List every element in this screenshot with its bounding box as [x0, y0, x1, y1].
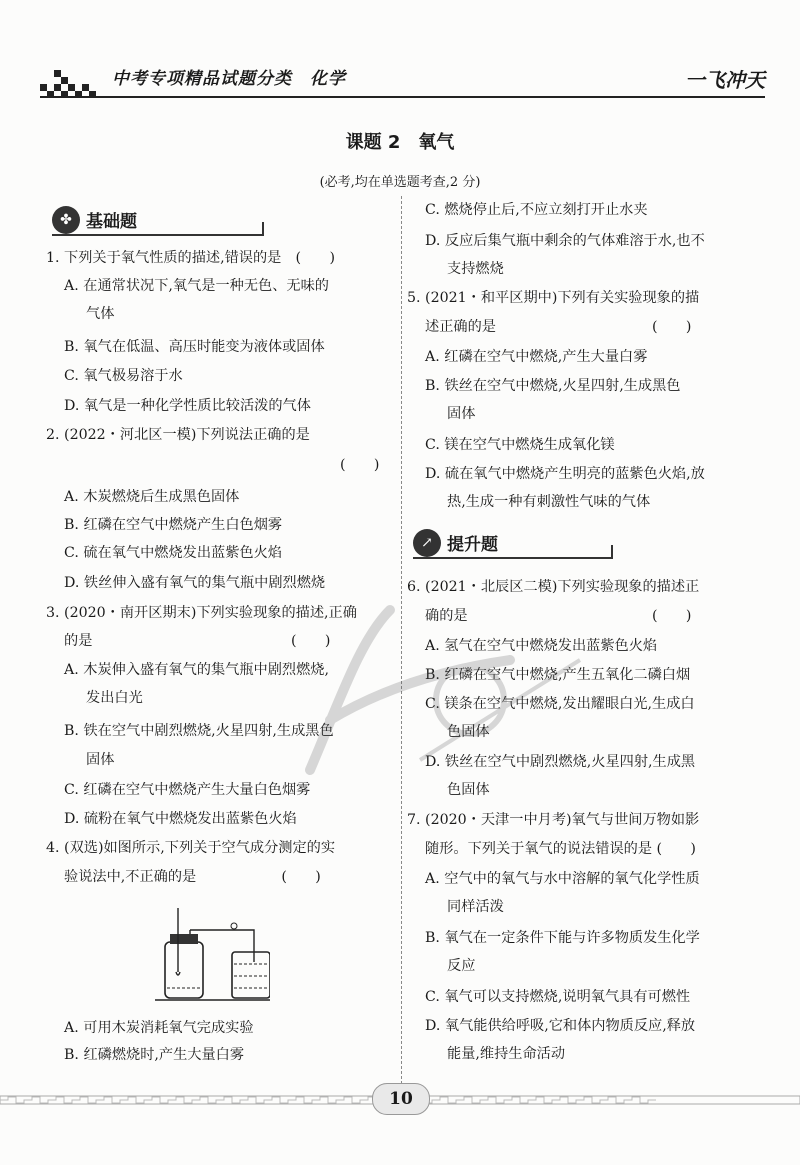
option-c: C. 燃烧停止后,不应立刻打开止水夹 — [425, 202, 648, 218]
option-b-cont: 固体 — [447, 406, 476, 422]
question-stem-cont: 的是 ( ) — [64, 633, 331, 649]
option-b: B. 氧气在一定条件下能与许多物质发生化学 — [425, 930, 700, 946]
question-stem-cont: 确的是 ( ) — [425, 608, 692, 624]
section-header-advanced — [413, 527, 613, 561]
question-stem: 6. (2021・北辰区二模)下列实验现象的描述正 — [407, 579, 700, 595]
option-c: C. 氧气极易溶于水 — [64, 368, 183, 384]
header-rule — [40, 96, 765, 98]
option-b: B. 氧气在低温、高压时能变为液体或固体 — [64, 339, 325, 355]
option-a: A. 红磷在空气中燃烧,产生大量白雾 — [425, 349, 648, 365]
option-b: B. 铁在空气中剧烈燃烧,火星四射,生成黑色 — [64, 723, 334, 739]
option-a-cont: 气体 — [86, 306, 115, 322]
option-d: D. 铁丝伸入盛有氧气的集气瓶中剧烈燃烧 — [64, 575, 326, 591]
question-stem: 7. (2020・天津一中月考)氧气与世间万物如影 — [407, 812, 700, 828]
section-label-basic: 基础题 — [86, 212, 137, 232]
section-header-basic — [52, 204, 264, 238]
option-b-cont: 固体 — [86, 752, 115, 768]
option-d-cont: 热,生成一种有刺激性气味的气体 — [447, 494, 651, 510]
option-c: C. 镁条在空气中燃烧,发出耀眼白光,生成白 — [425, 696, 695, 712]
header-brand: 一飞冲天 — [685, 68, 765, 92]
question-stem: 4. (双选)如图所示,下列关于空气成分测定的实 — [46, 840, 336, 856]
answer-bracket: ( ) — [340, 457, 380, 473]
section-tick — [262, 222, 264, 236]
option-d-cont: 支持燃烧 — [447, 261, 504, 277]
question-stem: 2. (2022・河北区一模)下列说法正确的是 — [46, 427, 310, 443]
option-d: D. 铁丝在空气中剧烈燃烧,火星四射,生成黑 — [425, 754, 696, 770]
checker-pattern-icon — [40, 70, 98, 98]
option-c-cont: 色固体 — [447, 724, 490, 740]
option-c: C. 硫在氧气中燃烧发出蓝紫色火焰 — [64, 545, 282, 561]
lesson-title: 课题 2 氧气 — [345, 132, 455, 153]
section-rule — [413, 557, 613, 559]
option-a: A. 氢气在空气中燃烧发出蓝紫色火焰 — [425, 638, 658, 654]
option-a-cont: 发出白光 — [86, 690, 143, 706]
option-b: B. 红磷燃烧时,产生大量白雾 — [64, 1047, 245, 1063]
apparatus-figure — [150, 900, 270, 1006]
option-d: D. 硫粉在氧气中燃烧发出蓝紫色火焰 — [64, 811, 297, 827]
option-a: A. 木炭伸入盛有氧气的集气瓶中剧烈燃烧, — [64, 662, 329, 678]
option-d: D. 氧气能供给呼吸,它和体内物质反应,释放 — [425, 1018, 696, 1034]
option-a: A. 可用木炭消耗氧气完成实验 — [64, 1020, 254, 1036]
question-stem: 3. (2020・南开区期末)下列实验现象的描述,正确 — [46, 605, 357, 621]
option-d: D. 反应后集气瓶中剩余的气体难溶于水,也不 — [425, 233, 705, 249]
option-d-cont: 能量,维持生命活动 — [447, 1046, 566, 1062]
option-a: A. 空气中的氧气与水中溶解的氧气化学性质 — [425, 871, 700, 887]
option-a: A. 木炭燃烧后生成黑色固体 — [64, 489, 240, 505]
option-a: A. 在通常状况下,氧气是一种无色、无味的 — [64, 278, 329, 294]
option-b: B. 铁丝在空气中燃烧,火星四射,生成黑色 — [425, 378, 681, 394]
option-b: B. 红磷在空气中燃烧产生白色烟雾 — [64, 517, 283, 533]
option-b-cont: 反应 — [447, 958, 476, 974]
page-header — [40, 58, 765, 102]
option-c: C. 红磷在空气中燃烧产生大量白色烟雾 — [64, 782, 311, 798]
puzzle-icon: ✤ — [52, 206, 80, 234]
section-label-advanced: 提升题 — [447, 535, 498, 555]
page-number: 10 — [372, 1083, 430, 1115]
arrow-up-icon: ↗ — [413, 529, 441, 557]
question-stem: 5. (2021・和平区期中)下列有关实验现象的描 — [407, 290, 700, 306]
option-c: C. 氧气可以支持燃烧,说明氧气具有可燃性 — [425, 989, 691, 1005]
watermark-logo — [270, 600, 600, 780]
option-a-cont: 同样活泼 — [447, 899, 504, 915]
section-rule — [52, 234, 264, 236]
option-d: D. 氧气是一种化学性质比较活泼的气体 — [64, 398, 311, 414]
header-title: 中考专项精品试题分类 化学 — [112, 69, 346, 89]
option-d-cont: 色固体 — [447, 782, 490, 798]
question-stem: 1. 下列关于氧气性质的描述,错误的是 ( ) — [46, 250, 336, 266]
option-b: B. 红磷在空气中燃烧,产生五氧化二磷白烟 — [425, 667, 691, 683]
question-stem-cont: 述正确的是 ( ) — [425, 319, 692, 335]
lesson-subtitle: (必考,均在单选题考查,2 分) — [319, 175, 481, 190]
section-tick — [611, 545, 613, 559]
option-d: D. 硫在氧气中燃烧产生明亮的蓝紫色火焰,放 — [425, 466, 705, 482]
option-c: C. 镁在空气中燃烧生成氧化镁 — [425, 437, 615, 453]
question-stem-cont: 随形。下列关于氧气的说法错误的是 ( ) — [425, 841, 696, 857]
question-stem-cont: 验说法中,不正确的是 ( ) — [64, 869, 321, 885]
